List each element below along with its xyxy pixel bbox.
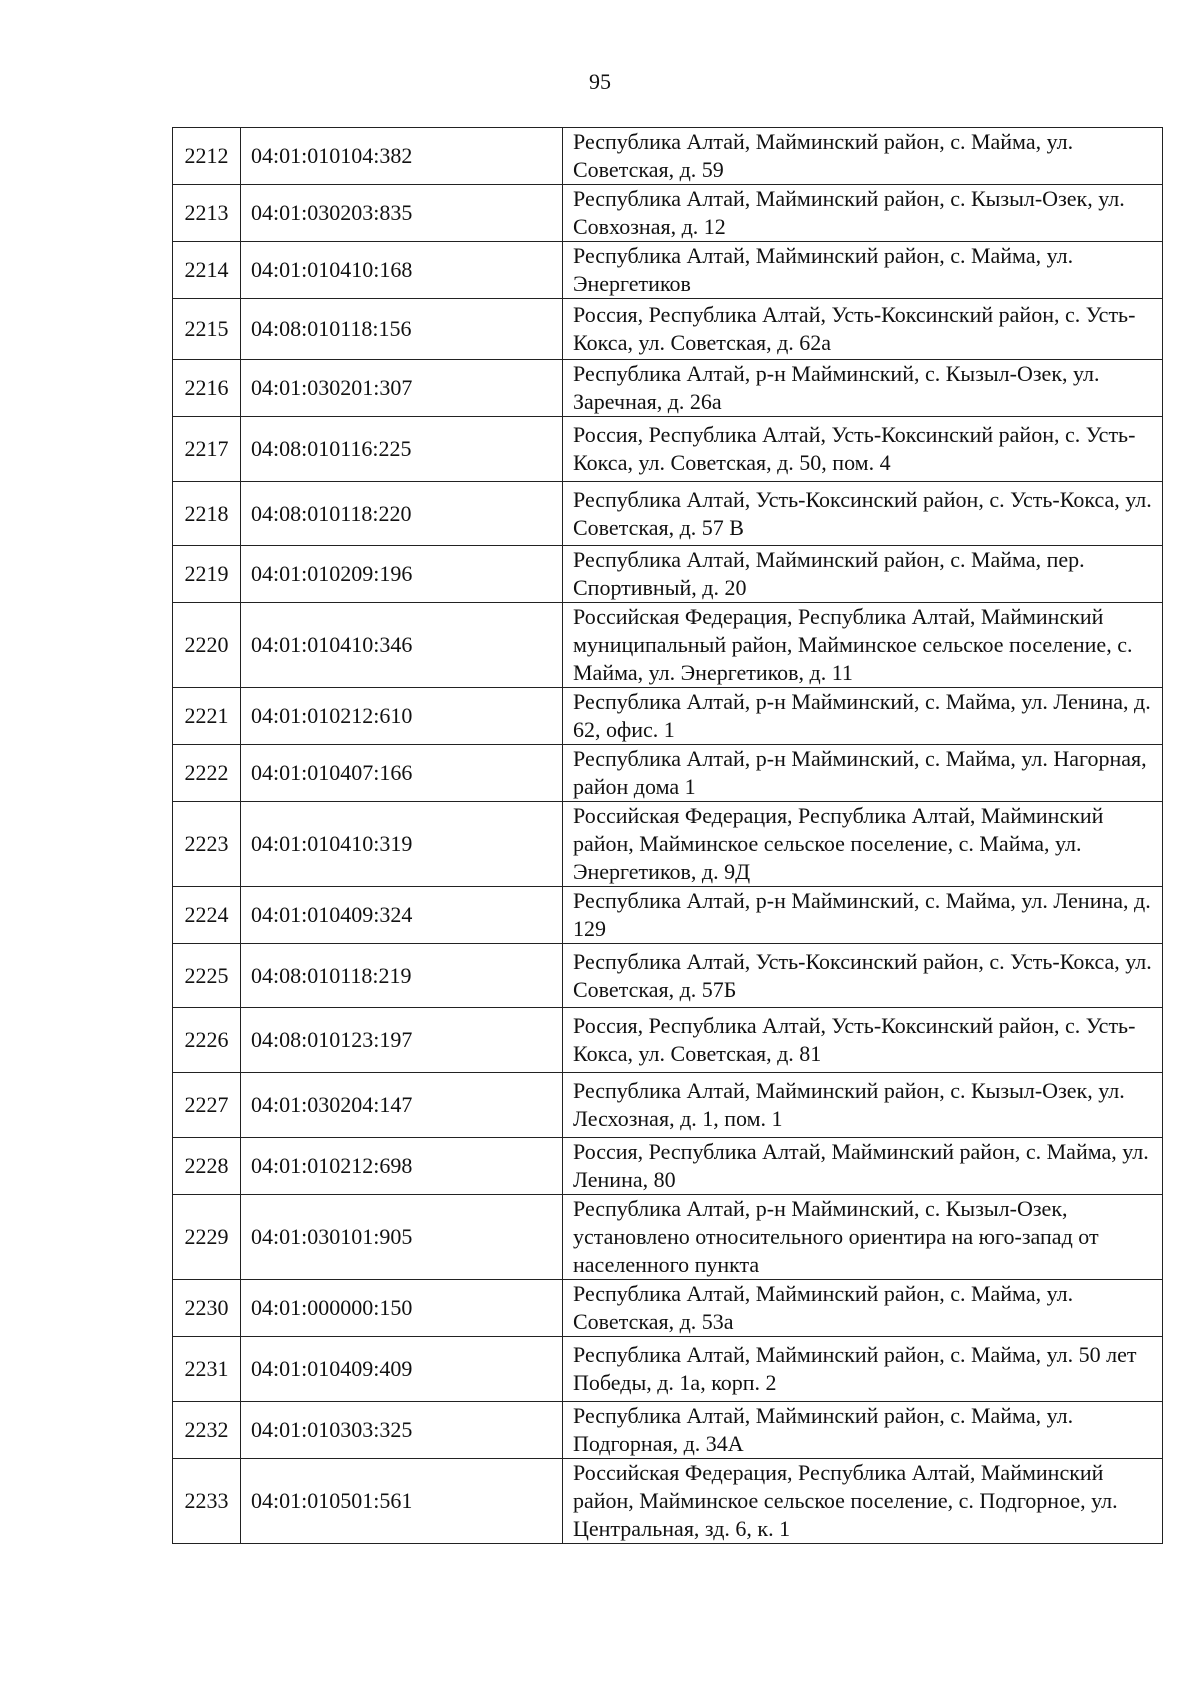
table-row (173, 603, 1163, 688)
row-number-cell: 2214 (173, 242, 241, 299)
table-row (173, 185, 1163, 242)
address-cell: Россия, Республика Алтай, Майминский район, с. Майма, ул. Ленина, 80 (563, 1138, 1163, 1195)
address-cell: Республика Алтай, Майминский район, с. Майма, ул. Советская, д. 53а (563, 1280, 1163, 1337)
address-cell: Республика Алтай, Майминский район, с. Майма, ул. 50 лет Победы, д. 1а, корп. 2 (563, 1337, 1163, 1402)
address-cell: Республика Алтай, Майминский район, с. Майма, ул. Энергетиков (563, 242, 1163, 299)
row-number-cell: 2227 (173, 1073, 241, 1138)
row-number-cell: 2221 (173, 688, 241, 745)
table-row (173, 1337, 1163, 1402)
address-cell: Республика Алтай, Усть-Коксинский район, с. Усть-Кокса, ул. Советская, д. 57 В (563, 482, 1163, 546)
property-registry-table (172, 127, 1163, 1544)
cadastral-number-cell: 04:01:030203:835 (241, 185, 563, 242)
table-row (173, 482, 1163, 546)
cadastral-number-cell: 04:01:010409:324 (241, 887, 563, 944)
address-cell: Россия, Республика Алтай, Усть-Коксинский район, с. Усть-Кокса, ул. Советская, д. 81 (563, 1008, 1163, 1073)
cadastral-number-cell: 04:01:010501:561 (241, 1459, 563, 1544)
row-number-cell: 2232 (173, 1402, 241, 1459)
address-cell: Республика Алтай, Майминский район, с. Майма, ул. Советская, д. 59 (563, 128, 1163, 185)
cadastral-number-cell: 04:01:010212:698 (241, 1138, 563, 1195)
cadastral-number-cell: 04:01:010212:610 (241, 688, 563, 745)
page-number: 95 (589, 69, 611, 94)
address-cell: Республика Алтай, Майминский район, с. Майма, ул. Подгорная, д. 34А (563, 1402, 1163, 1459)
address-cell: Российская Федерация, Республика Алтай, Майминский муниципальный район, Майминское сельское поселение, с. Майма, ул. Энергетиков, д. 11 (563, 603, 1163, 688)
address-cell: Республика Алтай, Усть-Коксинский район, с. Усть-Кокса, ул. Советская, д. 57Б (563, 944, 1163, 1008)
address-cell: Россия, Республика Алтай, Усть-Коксинский район, с. Усть-Кокса, ул. Советская, д. 62а (563, 299, 1163, 360)
row-number-cell: 2212 (173, 128, 241, 185)
cadastral-number-cell: 04:01:010104:382 (241, 128, 563, 185)
table-row (173, 1073, 1163, 1138)
table-row (173, 1138, 1163, 1195)
row-number-cell: 2224 (173, 887, 241, 944)
address-cell: Республика Алтай, Майминский район, с. Майма, пер. Спортивный, д. 20 (563, 546, 1163, 603)
cadastral-number-cell: 04:01:010209:196 (241, 546, 563, 603)
cadastral-number-cell: 04:01:000000:150 (241, 1280, 563, 1337)
table-row (173, 1402, 1163, 1459)
address-cell: Республика Алтай, р-н Майминский, с. Майма, ул. Нагорная, район дома 1 (563, 745, 1163, 802)
cadastral-number-cell: 04:01:010410:168 (241, 242, 563, 299)
table-row (173, 745, 1163, 802)
row-number-cell: 2231 (173, 1337, 241, 1402)
cadastral-number-cell: 04:08:010116:225 (241, 417, 563, 482)
table-row (173, 944, 1163, 1008)
cadastral-number-cell: 04:01:010303:325 (241, 1402, 563, 1459)
address-cell: Республика Алтай, р-н Майминский, с. Майма, ул. Ленина, д. 129 (563, 887, 1163, 944)
table-row (173, 242, 1163, 299)
row-number-cell: 2217 (173, 417, 241, 482)
table-row (173, 546, 1163, 603)
cadastral-number-cell: 04:01:030204:147 (241, 1073, 563, 1138)
row-number-cell: 2215 (173, 299, 241, 360)
row-number-cell: 2233 (173, 1459, 241, 1544)
cadastral-number-cell: 04:01:010410:319 (241, 802, 563, 887)
cadastral-number-cell: 04:01:010409:409 (241, 1337, 563, 1402)
table-row (173, 360, 1163, 417)
row-number-cell: 2225 (173, 944, 241, 1008)
table-row (173, 887, 1163, 944)
table-row (173, 299, 1163, 360)
row-number-cell: 2213 (173, 185, 241, 242)
cadastral-number-cell: 04:01:030201:307 (241, 360, 563, 417)
row-number-cell: 2230 (173, 1280, 241, 1337)
cadastral-number-cell: 04:08:010123:197 (241, 1008, 563, 1073)
table-row (173, 688, 1163, 745)
cadastral-number-cell: 04:08:010118:220 (241, 482, 563, 546)
table-body (173, 128, 1163, 1544)
address-cell: Республика Алтай, р-н Майминский, с. Кызыл-Озек, установлено относительного ориентира на юго-запад от населенного пункта (563, 1195, 1163, 1280)
row-number-cell: 2220 (173, 603, 241, 688)
table-row (173, 1459, 1163, 1544)
row-number-cell: 2229 (173, 1195, 241, 1280)
row-number-cell: 2228 (173, 1138, 241, 1195)
table-row (173, 802, 1163, 887)
address-cell: Российская Федерация, Республика Алтай, Майминский район, Майминское сельское поселение, с. Майма, ул. Энергетиков, д. 9Д (563, 802, 1163, 887)
table-row (173, 1195, 1163, 1280)
address-cell: Республика Алтай, Майминский район, с. Кызыл-Озек, ул. Лесхозная, д. 1, пом. 1 (563, 1073, 1163, 1138)
row-number-cell: 2226 (173, 1008, 241, 1073)
address-cell: Российская Федерация, Республика Алтай, Майминский район, Майминское сельское поселение, с. Подгорное, ул. Центральная, зд. 6, к. 1 (563, 1459, 1163, 1544)
table-row (173, 1008, 1163, 1073)
cadastral-number-cell: 04:08:010118:219 (241, 944, 563, 1008)
table-row (173, 128, 1163, 185)
address-cell: Республика Алтай, р-н Майминский, с. Кызыл-Озек, ул. Заречная, д. 26а (563, 360, 1163, 417)
cadastral-number-cell: 04:08:010118:156 (241, 299, 563, 360)
table-row (173, 1280, 1163, 1337)
cadastral-number-cell: 04:01:030101:905 (241, 1195, 563, 1280)
row-number-cell: 2216 (173, 360, 241, 417)
address-cell: Россия, Республика Алтай, Усть-Коксинский район, с. Усть-Кокса, ул. Советская, д. 50, пом. 4 (563, 417, 1163, 482)
table-row (173, 417, 1163, 482)
address-cell: Республика Алтай, р-н Майминский, с. Майма, ул. Ленина, д. 62, офис. 1 (563, 688, 1163, 745)
address-cell: Республика Алтай, Майминский район, с. Кызыл-Озек, ул. Совхозная, д. 12 (563, 185, 1163, 242)
row-number-cell: 2218 (173, 482, 241, 546)
row-number-cell: 2219 (173, 546, 241, 603)
cadastral-number-cell: 04:01:010410:346 (241, 603, 563, 688)
row-number-cell: 2223 (173, 802, 241, 887)
row-number-cell: 2222 (173, 745, 241, 802)
cadastral-number-cell: 04:01:010407:166 (241, 745, 563, 802)
